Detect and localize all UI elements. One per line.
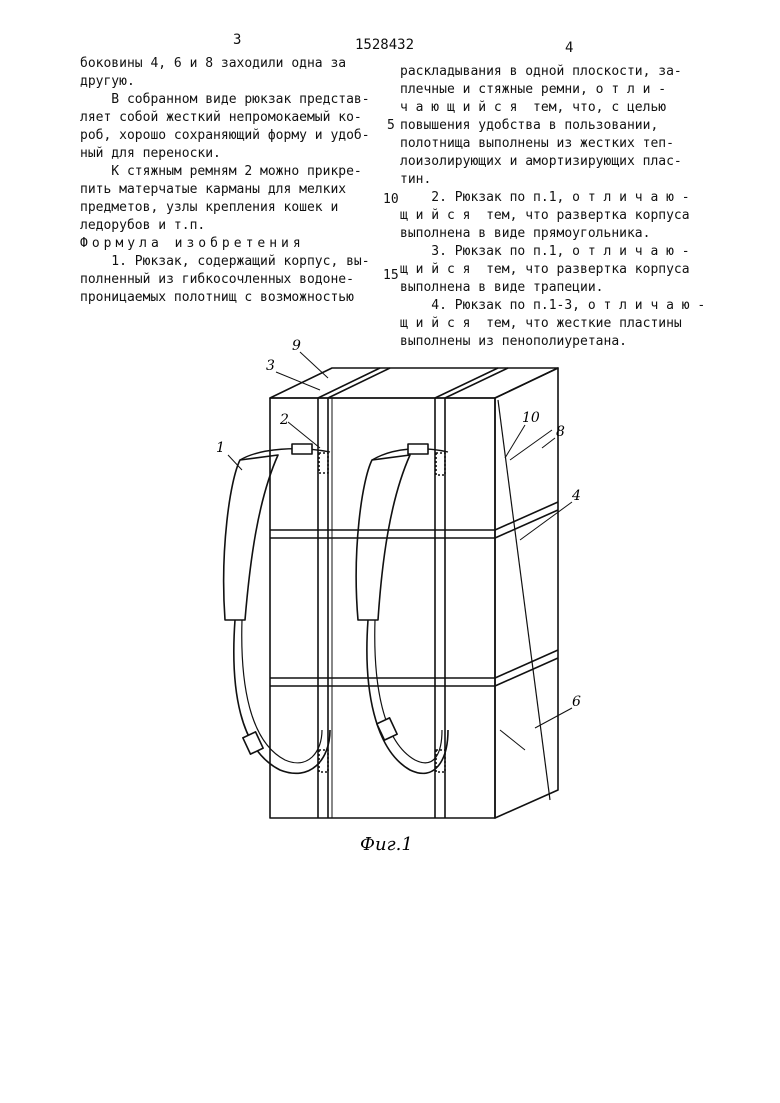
figure-label: 2	[280, 412, 289, 428]
text-line: 1. Рюкзак, содержащий корпус, вы-	[80, 254, 370, 269]
text-line: 4. Рюкзак по п.1-3, о т л и ч а ю -	[400, 298, 706, 313]
text-line: полотнища выполнены из жестких теп-	[400, 136, 674, 151]
figure-label: 3	[266, 358, 275, 374]
text-line: тин.	[400, 172, 432, 187]
text-line: боковины 4, 6 и 8 заходили одна за	[80, 56, 347, 71]
text-line: выполнена в виде прямоугольника.	[400, 226, 651, 241]
text-line: пить матерчатые карманы для мелких	[80, 182, 347, 197]
figure-caption: Фиг.1	[360, 834, 413, 855]
text-line: лоизолирующих и амортизирующих плас-	[400, 154, 682, 169]
line-number: 5	[387, 118, 395, 133]
left-column	[80, 55, 370, 307]
right-column	[400, 63, 705, 351]
backpack-side-face	[495, 368, 558, 818]
page-number-right: 4	[565, 40, 574, 56]
text-line: ч а ю щ и й с я тем, что, с целью	[400, 100, 667, 115]
line-number: 15	[383, 268, 399, 283]
text-line: 3. Рюкзак по п.1, о т л и ч а ю -	[400, 244, 690, 259]
text-line: предметов, узлы крепления кошек и	[80, 200, 339, 215]
figure-label: 8	[556, 424, 565, 440]
text-line: проницаемых полотнищ с возможностью	[80, 290, 354, 305]
text-line: выполнены из пенополиуретана.	[400, 334, 627, 349]
text-line: ляет собой жесткий непромокаемый ко-	[80, 110, 362, 125]
figure-label: 1	[216, 440, 225, 456]
text-line: полненный из гибкосочленных водоне-	[80, 272, 354, 287]
page-number-left: 3	[233, 32, 242, 48]
text-line: ледорубов и т.п.	[80, 218, 206, 233]
patent-number: 1528432	[355, 37, 415, 53]
text-line: ный для переноски.	[80, 146, 221, 161]
line-number: 10	[383, 192, 399, 207]
figure-label: 6	[572, 694, 581, 710]
text-line: щ и й с я тем, что развертка корпуса	[400, 208, 690, 223]
figure-label: 9	[292, 338, 301, 354]
text-line: щ и й с я тем, что жесткие пластины	[400, 316, 682, 331]
figure-label: 10	[522, 410, 540, 426]
text-line: щ и й с я тем, что развертка корпуса	[400, 262, 690, 277]
text-line: роб, хорошо сохраняющий форму и удоб-	[80, 128, 370, 143]
text-line: выполнена в виде трапеции.	[400, 280, 604, 295]
text-line: другую.	[80, 74, 135, 89]
backpack-figure	[180, 330, 600, 870]
backpack-front-face	[270, 398, 495, 818]
section-heading: Формула изобретения	[80, 236, 305, 251]
text-line: раскладывания в одной плоскости, за-	[400, 64, 682, 79]
text-line: повышения удобства в пользовании,	[400, 118, 659, 133]
text-line: К стяжным ремням 2 можно прикре-	[80, 164, 362, 179]
text-line: 2. Рюкзак по п.1, о т л и ч а ю -	[400, 190, 690, 205]
figure-label: 4	[572, 488, 581, 504]
text-line: плечные и стяжные ремни, о т л и -	[400, 82, 667, 97]
backpack-top-face	[270, 368, 558, 398]
text-line: В собранном виде рюкзак представ-	[80, 92, 370, 107]
